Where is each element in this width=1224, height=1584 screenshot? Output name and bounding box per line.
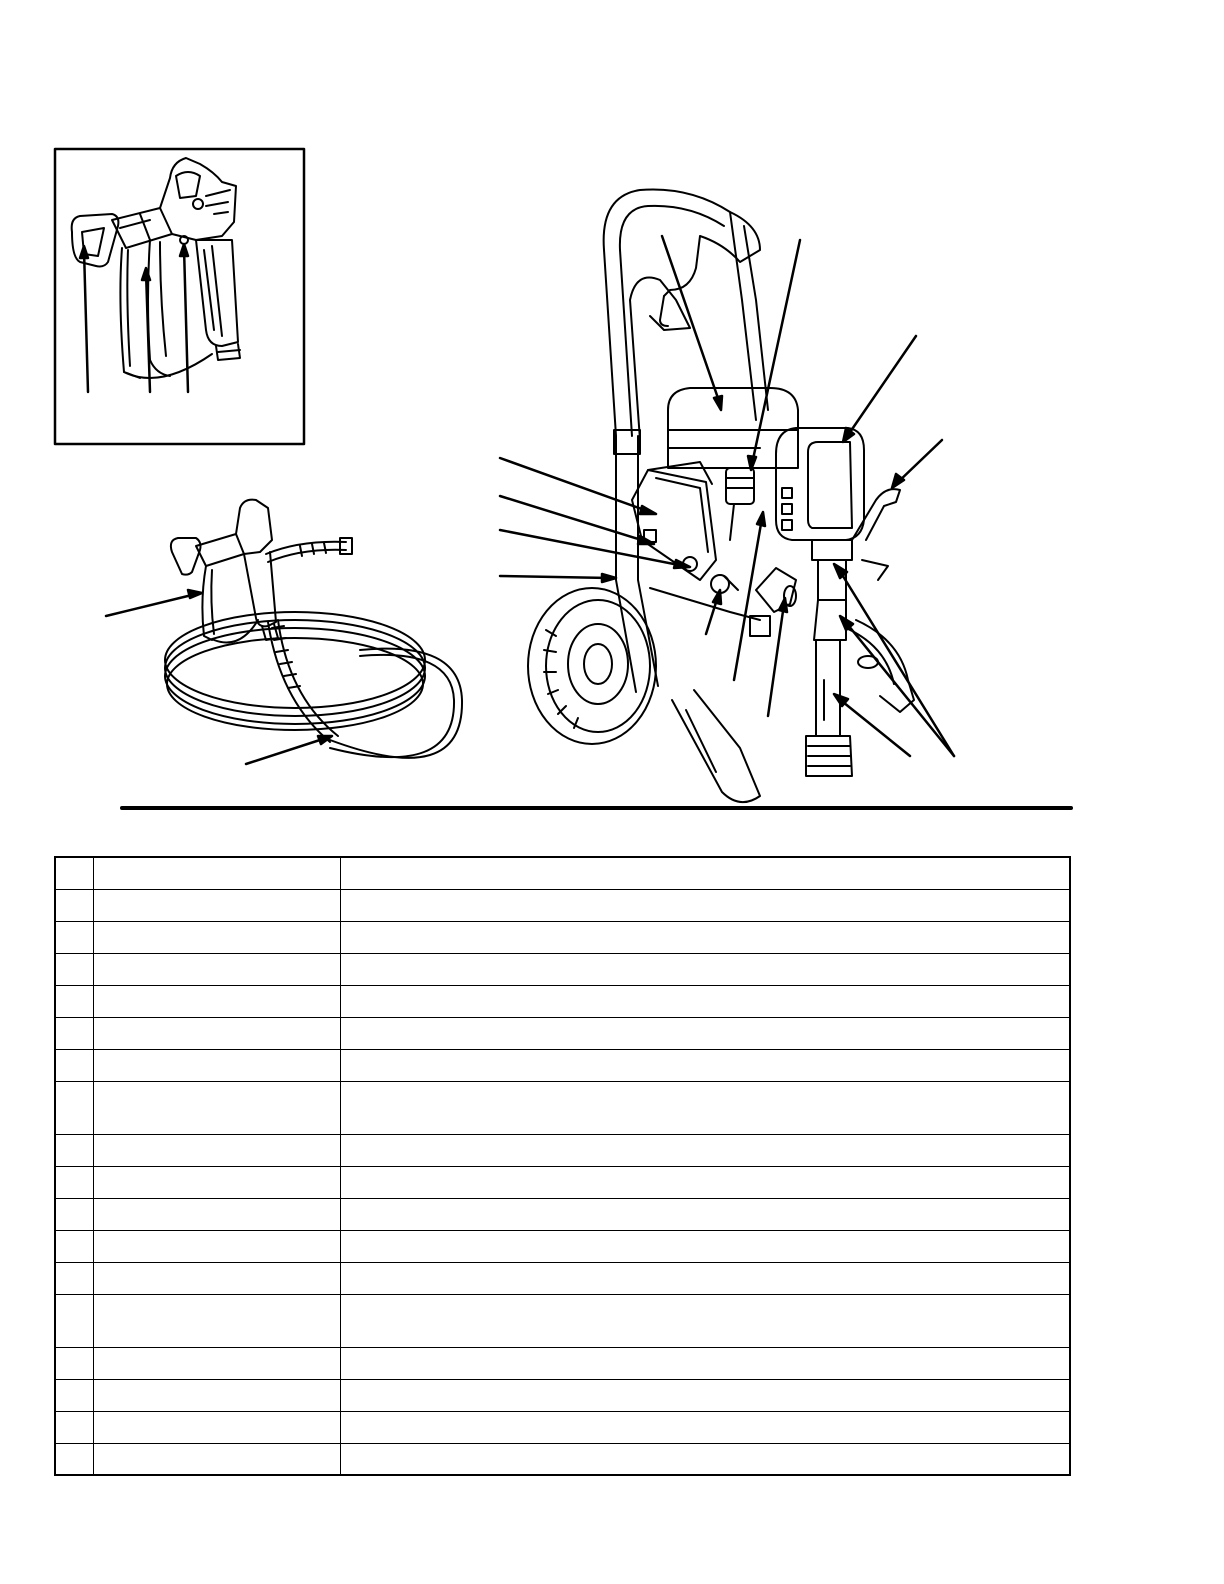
leader-line — [838, 568, 954, 756]
part-name-cell — [93, 1166, 340, 1198]
leader-line — [734, 518, 762, 680]
arrowhead — [640, 506, 656, 514]
filter-cap — [726, 468, 754, 540]
leader-line — [500, 576, 610, 578]
description-cell — [340, 1230, 1070, 1262]
description-cell — [340, 985, 1070, 1017]
row-number-cell — [55, 953, 93, 985]
sprayer-cart-unit — [500, 189, 954, 802]
part-name-cell — [93, 921, 340, 953]
leader-line — [896, 440, 942, 484]
table-row — [55, 1443, 1070, 1475]
part-name-cell — [93, 1379, 340, 1411]
part-name-cell — [93, 1262, 340, 1294]
arrowhead — [80, 246, 88, 258]
description-cell — [340, 1294, 1070, 1347]
table-row — [55, 1081, 1070, 1134]
table-row — [55, 889, 1070, 921]
description-cell — [340, 921, 1070, 953]
table-row — [55, 1379, 1070, 1411]
control-panel — [776, 428, 864, 540]
part-name-cell — [93, 1134, 340, 1166]
row-number-cell — [55, 1379, 93, 1411]
part-name-cell — [93, 1443, 340, 1475]
wheel — [528, 588, 656, 744]
description-cell — [340, 953, 1070, 985]
description-cell — [340, 1411, 1070, 1443]
row-number-cell — [55, 1198, 93, 1230]
gun-and-hose-assembly — [106, 500, 462, 764]
gun-detail-inset — [55, 149, 304, 444]
part-name-cell — [93, 953, 340, 985]
table-row — [55, 1347, 1070, 1379]
description-cell — [340, 1166, 1070, 1198]
row-number-cell — [55, 985, 93, 1017]
table-row — [55, 1017, 1070, 1049]
row-number-cell — [55, 1294, 93, 1347]
arrowhead — [180, 244, 188, 256]
part-name-cell — [93, 1294, 340, 1347]
row-number-cell — [55, 1081, 93, 1134]
description-cell — [340, 857, 1070, 889]
row-number-cell — [55, 1166, 93, 1198]
arrowhead — [757, 512, 765, 526]
row-number-cell — [55, 857, 93, 889]
parts-table-body — [55, 857, 1070, 1475]
description-cell — [340, 1081, 1070, 1134]
part-name-cell — [93, 1230, 340, 1262]
part-name-cell — [93, 1198, 340, 1230]
row-number-cell — [55, 1443, 93, 1475]
inset-spray-gun — [72, 158, 240, 378]
row-number-cell — [55, 1411, 93, 1443]
description-cell — [340, 1443, 1070, 1475]
table-row — [55, 953, 1070, 985]
arrowhead — [188, 590, 202, 598]
arrowhead — [674, 560, 690, 568]
description-cell — [340, 1262, 1070, 1294]
row-number-cell — [55, 1230, 93, 1262]
table-row — [55, 1262, 1070, 1294]
row-number-cell — [55, 1347, 93, 1379]
part-name-cell — [93, 1411, 340, 1443]
part-name-cell — [93, 857, 340, 889]
front-leg — [672, 690, 760, 802]
table-row — [55, 857, 1070, 889]
arrowhead — [638, 536, 654, 544]
table-row — [55, 1294, 1070, 1347]
part-name-cell — [93, 889, 340, 921]
leader-line — [246, 738, 326, 764]
description-cell — [340, 1347, 1070, 1379]
leader-line — [662, 236, 720, 404]
table-row — [55, 921, 1070, 953]
description-cell — [340, 889, 1070, 921]
parts-table — [54, 856, 1071, 1476]
leader-line — [846, 336, 916, 438]
leader-line — [838, 698, 910, 756]
description-cell — [340, 1017, 1070, 1049]
arrowhead — [892, 474, 904, 488]
arrowhead — [602, 574, 616, 582]
row-number-cell — [55, 1017, 93, 1049]
part-name-cell — [93, 985, 340, 1017]
row-number-cell — [55, 1134, 93, 1166]
description-cell — [340, 1379, 1070, 1411]
switch-box — [632, 462, 716, 580]
leader-line — [844, 620, 954, 756]
table-row — [55, 1166, 1070, 1198]
table-row — [55, 1411, 1070, 1443]
gun-hose-leaders — [106, 590, 332, 764]
part-name-cell — [93, 1049, 340, 1081]
description-cell — [340, 1134, 1070, 1166]
motor-housing — [668, 388, 798, 468]
arrowhead — [714, 396, 722, 410]
row-number-cell — [55, 1049, 93, 1081]
leader-line — [84, 250, 88, 392]
table-row — [55, 1134, 1070, 1166]
leader-line — [106, 594, 196, 616]
arrowhead — [779, 598, 787, 612]
table-row — [55, 1198, 1070, 1230]
pressure-knob — [750, 568, 796, 636]
hose-coil — [165, 612, 462, 758]
row-number-cell — [55, 921, 93, 953]
table-row — [55, 985, 1070, 1017]
table-row — [55, 1230, 1070, 1262]
part-name-cell — [93, 1017, 340, 1049]
table-row — [55, 1049, 1070, 1081]
description-cell — [340, 1049, 1070, 1081]
row-number-cell — [55, 1262, 93, 1294]
part-name-cell — [93, 1347, 340, 1379]
part-name-cell — [93, 1081, 340, 1134]
cart-handle — [604, 189, 768, 440]
row-number-cell — [55, 889, 93, 921]
top-hose-fitting — [266, 538, 352, 562]
description-cell — [340, 1198, 1070, 1230]
